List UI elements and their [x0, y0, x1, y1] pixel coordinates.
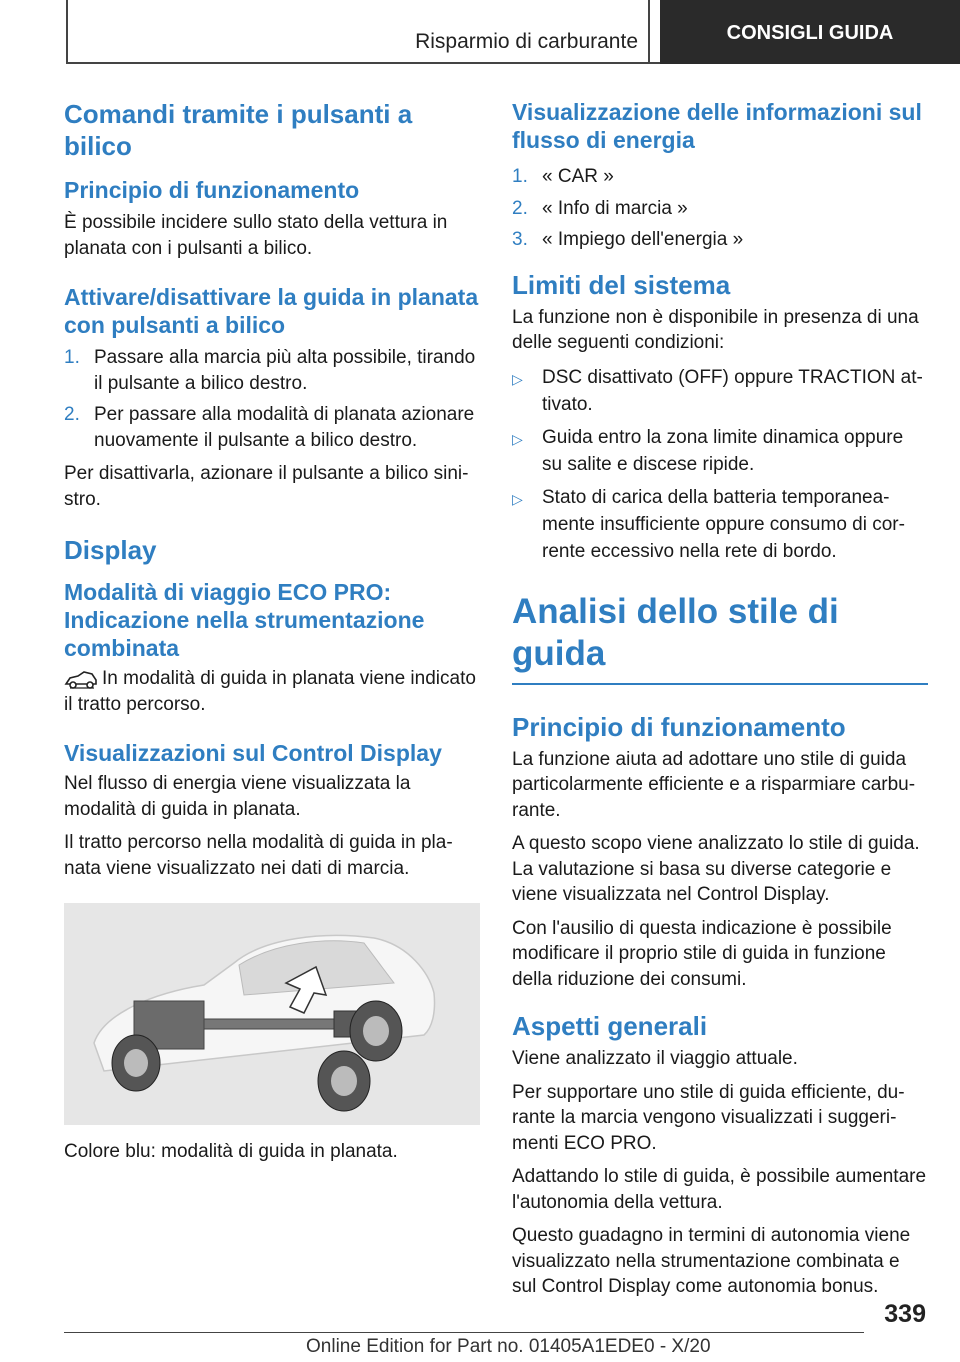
list-item: ▷ DSC disattivato (OFF) oppure TRACTION at-tivato.: [512, 366, 923, 415]
triangle-bullet-icon: ▷: [512, 370, 523, 387]
deactivate-text: Per disattivarla, azionare il pulsante a bilico sini-stro.: [64, 463, 469, 510]
list-item: 3. « Impiego dell'energia »: [512, 229, 744, 250]
header-rule-mid: [648, 0, 650, 64]
chapter-tab[interactable]: CONSIGLI GUIDA: [660, 0, 960, 64]
chapter-title-analysis: Analisi dello stile di guida: [512, 591, 928, 685]
eco-text: In modalità di guida in planata viene indicato il tratto percorso.: [64, 668, 476, 715]
limits-list: [512, 364, 928, 565]
principle-p3: Con l'ausilio di questa indicazione è possibile modificare il proprio stile di guida in funzione della riduzione dei consumi.: [512, 917, 892, 990]
car-drivetrain-illustration: [64, 903, 480, 1125]
header-section-title: Risparmio di carburante: [415, 30, 638, 53]
heading-principle-right: Principio di funzionamento: [512, 711, 846, 742]
coasting-car-icon: [64, 668, 98, 690]
list-item: ▷ Guida entro la zona limite dinamica oppure su salite e discese ripide.: [512, 426, 904, 475]
list-item: 1. Passare alla marcia più alta possibile, tirando il pulsante a bilico destro.: [64, 347, 476, 394]
general-p3: Adattando lo stile di guida, è possibile aumentare l'autonomia della vettura.: [512, 1166, 927, 1213]
left-column: [64, 98, 482, 1173]
triangle-bullet-icon: ▷: [512, 490, 523, 507]
heading-control-display: Visualizzazioni sul Control Display: [64, 740, 442, 766]
right-column: [512, 98, 928, 1308]
image-caption: Colore blu: modalità di guida in planata.: [64, 1141, 398, 1162]
principle-p2: A questo scopo viene analizzato lo stile di guida. La valutazione si basa su diverse categorie e viene visualizzata nel Control Display.: [512, 833, 920, 905]
general-p1: Viene analizzato il viaggio attuale.: [512, 1048, 798, 1069]
page-number: 339: [884, 1300, 926, 1328]
principle-text: È possibile incidere sullo stato della vettura in planata con i pulsanti a bilico.: [64, 212, 448, 259]
heading-toggle-coasting: Attivare/disattivare la guida in planata con pulsanti a bilico: [64, 284, 479, 338]
list-item: ▷ Stato di carica della batteria temporanea-mente insufficiente oppure consumo di cor-rente eccessivo nella rete di bordo.: [512, 486, 905, 562]
triangle-bullet-icon: ▷: [512, 430, 523, 447]
limits-text: La funzione non è disponibile in presenza di una delle seguenti condizioni:: [512, 306, 919, 353]
section-title-rocker: Comandi tramite i pulsanti a bilico: [64, 99, 413, 161]
control-text-1: Nel flusso di energia viene visualizzata la modalità di guida in planata.: [64, 773, 411, 820]
heading-display: Display: [64, 535, 157, 565]
footer-rule: [64, 1332, 864, 1333]
general-p2: Per supportare uno stile di guida efficiente, du-rante la marcia vengono visualizzati i suggeri-menti ECO PRO.: [512, 1081, 905, 1154]
list-item: 2. « Info di marcia »: [512, 197, 688, 219]
footer-edition: Online Edition for Part no. 01405A1EDE0 - X/20: [306, 1336, 711, 1357]
general-p4: Questo guadagno in termini di autonomia viene visualizzato nella strumentazione combinata e sul Control Display come autonomia bonus.: [512, 1225, 911, 1297]
heading-principle: Principio di funzionamento: [64, 177, 360, 203]
header-rule-left: [66, 0, 68, 64]
list-item: 1. « CAR »: [512, 166, 614, 187]
principle-p1: La funzione aiuta ad adottare uno stile di guida particolarmente efficiente e a risparmiare carbu-rante.: [512, 748, 916, 821]
header-baseline: [66, 62, 660, 64]
energy-list: [512, 164, 928, 253]
steps-list: [64, 345, 482, 453]
heading-system-limits: Limiti del sistema: [512, 269, 731, 300]
control-text-2: Il tratto percorso nella modalità di guida in pla-nata viene visualizzato nei dati di marcia.: [64, 832, 453, 879]
heading-eco-pro: Modalità di viaggio ECO PRO: Indicazione nella strumentazione combinata: [64, 579, 425, 661]
list-item: 2. Per passare alla modalità di planata azionare nuovamente il pulsante a bilico destro.: [64, 404, 475, 451]
heading-energy-flow: Visualizzazione delle informazioni sul flusso di energia: [512, 99, 922, 153]
heading-general: Aspetti generali: [512, 1011, 708, 1041]
car-illustration-svg: [64, 903, 480, 1125]
